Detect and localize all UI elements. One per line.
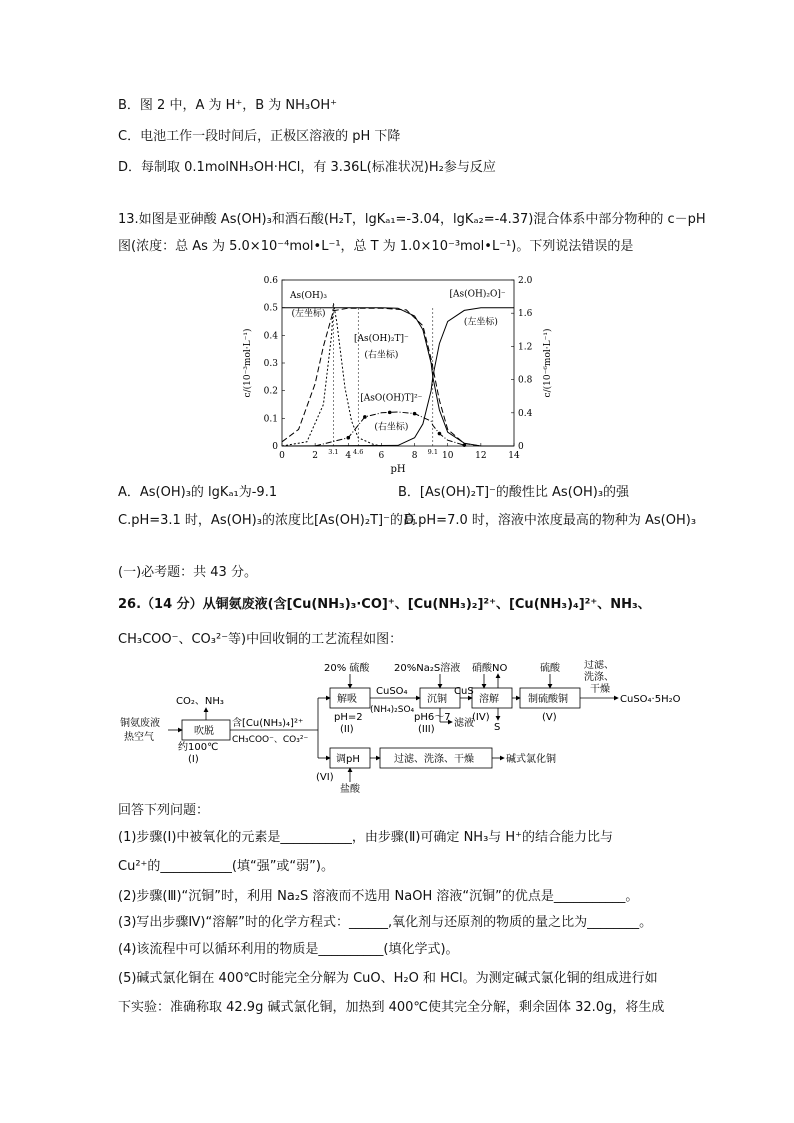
x-special-tick-label: 3.1 <box>328 448 339 456</box>
flow-step2: 解吸 <box>337 694 357 705</box>
y-left-tick-label: 0.2 <box>263 386 278 397</box>
y-left-tick-label: 0.3 <box>263 359 278 369</box>
flow-step7: 过滤、洗涤、干燥 <box>394 754 474 765</box>
q13-stem-line2: 图(浓度：总 As 为 5.0×10⁻⁴mol•L⁻¹，总 T 为 1.0×10⁻³mol•L⁻¹)。下列说法错误的是 <box>118 239 634 254</box>
q26-part1-b: Cu²⁺的___________(填“强”或“弱”)。 <box>118 859 334 874</box>
y-right-tick-label: 1.2 <box>518 342 533 353</box>
flow-step4: 溶解 <box>479 694 499 705</box>
flow-ph67: pH6～7 <box>414 712 451 723</box>
flow-gas: CO₂、NH₃ <box>176 696 224 707</box>
flow-step5: 制硫酸铜 <box>528 694 568 705</box>
q26-stem-text: 26.（14 分）从铜氨废液(含[Cu(NH₃)₃·CO]⁺、[Cu(NH₃)₂]²⁺、[Cu(NH₃)₄]²⁺、NH₃、 <box>118 597 651 612</box>
y-left-tick-label: 0.4 <box>263 331 278 342</box>
series-marker <box>462 443 466 447</box>
series-line-4 <box>282 303 381 446</box>
series-marker <box>363 415 367 419</box>
y-right-tick-label: 0.8 <box>518 375 533 386</box>
flow-filtrate: 滤液 <box>454 718 474 729</box>
flow-s: S <box>494 722 501 733</box>
x-tick-label: 4 <box>345 451 352 461</box>
x-tick-label: 8 <box>411 451 418 461</box>
flow-hcl: 盐酸 <box>340 784 360 795</box>
flow-post1: 过滤、 <box>584 660 614 671</box>
flow-product: CuSO₄·5H₂O <box>620 694 681 705</box>
option-d-prev: D．每制取 0.1molNH₃OH·HCl，有 3.36L(标准状况)H₂参与反应 <box>118 160 496 175</box>
flow-contains: 含[Cu(NH₃)₄]²⁺ <box>232 718 304 729</box>
flow-no: NO <box>492 663 508 674</box>
y-right-tick-label: 2.0 <box>518 276 533 286</box>
x-tick-label: 6 <box>378 451 385 461</box>
y-right-axis-label: c/(10⁻⁶mol·L⁻¹) <box>543 328 553 398</box>
flow-product2: 碱式氯化铜 <box>506 754 556 765</box>
label-asoh2t: [As(OH)₂T]⁻ <box>354 333 409 344</box>
q26-part2: (2)步骤(Ⅲ)“沉铜”时，利用 Na₂S 溶液而不选用 NaOH 溶液“沉铜”的优点是___________。 <box>118 889 639 904</box>
q13-option-a: A．As(OH)₃的 lgKₐ₁为-9.1 <box>118 485 278 500</box>
option-c-prev: C．电池工作一段时间后，正极区溶液的 pH 下降 <box>118 129 401 144</box>
y-left-tick-label: 0.6 <box>263 276 278 286</box>
series-marker <box>388 411 392 415</box>
flow-feed1: 铜氨废液 <box>120 718 160 729</box>
label-asoh2t-axis: (右坐标) <box>364 350 399 361</box>
y-right-tick-label: 0.4 <box>518 408 533 419</box>
flow-step5-no: (V) <box>542 712 557 723</box>
y-left-tick-label: 0 <box>272 442 278 452</box>
flow-feed2: 热空气 <box>124 732 154 743</box>
flow-h2so4: 硫酸 <box>540 663 560 674</box>
option-b-prev: B．图 2 中，A 为 H⁺，B 为 NH₃OH⁺ <box>118 98 338 113</box>
x-tick-label: 10 <box>441 451 454 461</box>
q26-part5-b: 下实验：准确称取 42.9g 碱式氯化铜，加热到 400℃使其完全分解，剩余固体 32.0g，将生成 <box>118 1000 665 1015</box>
flow-hno3: 硝酸 <box>472 663 492 674</box>
q26-part4: (4)该流程中可以循环利用的物质是__________(填化学式)。 <box>118 942 459 957</box>
label-asoh3-axis: (左坐标) <box>291 308 326 319</box>
q26-part1-a: (1)步骤(Ⅰ)中被氧化的元素是___________，由步骤(Ⅱ)可确定 NH₃与 H⁺的结合能力比与 <box>118 830 614 845</box>
y-left-tick-label: 0.5 <box>263 303 278 314</box>
x-tick-label: 2 <box>312 451 319 461</box>
x-axis-label: pH <box>390 464 406 475</box>
q13-stem-line1: 13.如图是亚砷酸 As(OH)₃和酒石酸(H₂T，lgKₐ₁=-3.04，lgKₐ₂=-4.37)混合体系中部分物种的 c－pH <box>118 212 706 227</box>
label-asoh2o: [As(OH)₂O]⁻ <box>449 289 506 300</box>
flow-step3-no: (III) <box>418 724 435 735</box>
section-title: (一)必考题：共 43 分。 <box>118 565 257 580</box>
label-asoh2o-axis: (左坐标) <box>463 317 498 328</box>
x-special-tick-label: 4.6 <box>353 448 364 456</box>
q26-part5-a: (5)碱式氯化铜在 400℃时能完全分解为 CuO、H₂O 和 HCl。为测定碱式氯化铜的组成进行如 <box>118 971 658 986</box>
plot-frame <box>282 280 514 446</box>
flow-ph2: pH=2 <box>334 712 363 723</box>
flow-post3: 干燥 <box>590 684 610 695</box>
x-tick-label: 12 <box>475 451 487 461</box>
flow-nh4so4: (NH₄)₂SO₄ <box>370 705 415 715</box>
flow-na2s: 20%Na₂S溶液 <box>394 663 461 674</box>
answer-intro: 回答下列问题： <box>118 803 210 818</box>
flow-acid20: 20% 硫酸 <box>324 663 370 674</box>
label-asooht: [AsO(OH)T]²⁻ <box>360 393 423 404</box>
flow-step6: 调pH <box>336 754 360 765</box>
flow-step1-no: (I) <box>188 754 199 765</box>
flow-step3: 沉铜 <box>427 694 447 705</box>
flow-post2: 洗涤、 <box>584 672 614 683</box>
flow-step2-no: (II) <box>340 724 354 735</box>
label-asoh3: As(OH)₃ <box>290 290 328 301</box>
x-tick-label: 0 <box>279 451 285 461</box>
c-ph-chart <box>236 268 556 478</box>
flow-temp: 约100℃ <box>178 742 219 753</box>
y-right-tick-label: 0 <box>518 442 524 452</box>
flow-cuso4: CuSO₄ <box>376 686 408 697</box>
q26-part3: (3)写出步骤Ⅳ)“溶解”时的化学方程式：______,氧化剂与还原剂的物质的量之比为________。 <box>118 915 653 930</box>
series-marker <box>438 432 442 436</box>
q13-option-c: C.pH=3.1 时，As(OH)₃的浓度比[As(OH)₂T]⁻的高 <box>118 513 416 528</box>
process-flow-diagram <box>118 660 698 795</box>
series-marker <box>346 436 350 440</box>
q26-stem-line2: CH₃COO⁻、CO₃²⁻等)中回收铜的工艺流程如图： <box>118 632 403 647</box>
y-left-tick-label: 0.1 <box>263 414 278 425</box>
flow-step4-no: (IV) <box>472 712 490 723</box>
x-special-tick-label: 9.1 <box>427 448 438 456</box>
series-marker <box>413 412 417 416</box>
q13-option-d: D.pH=7.0 时，溶液中浓度最高的物种为 As(OH)₃ <box>404 513 697 528</box>
flow-step1: 吹脱 <box>194 726 214 737</box>
x-tick-label: 14 <box>508 451 520 461</box>
flow-cus: CuS <box>454 686 474 697</box>
q13-option-b: B．[As(OH)₂T]⁻的酸性比 As(OH)₃的强 <box>398 485 630 500</box>
y-left-axis-label: c/(10⁻³mol·L⁻¹) <box>243 328 253 398</box>
y-right-tick-label: 1.6 <box>518 309 533 320</box>
flow-step6-no: (VI) <box>316 772 334 783</box>
flow-anions: CH₃COO⁻、CO₃²⁻ <box>232 735 309 745</box>
q26-stem-line1 <box>118 596 651 614</box>
label-asooht-axis: (右坐标) <box>374 422 409 433</box>
